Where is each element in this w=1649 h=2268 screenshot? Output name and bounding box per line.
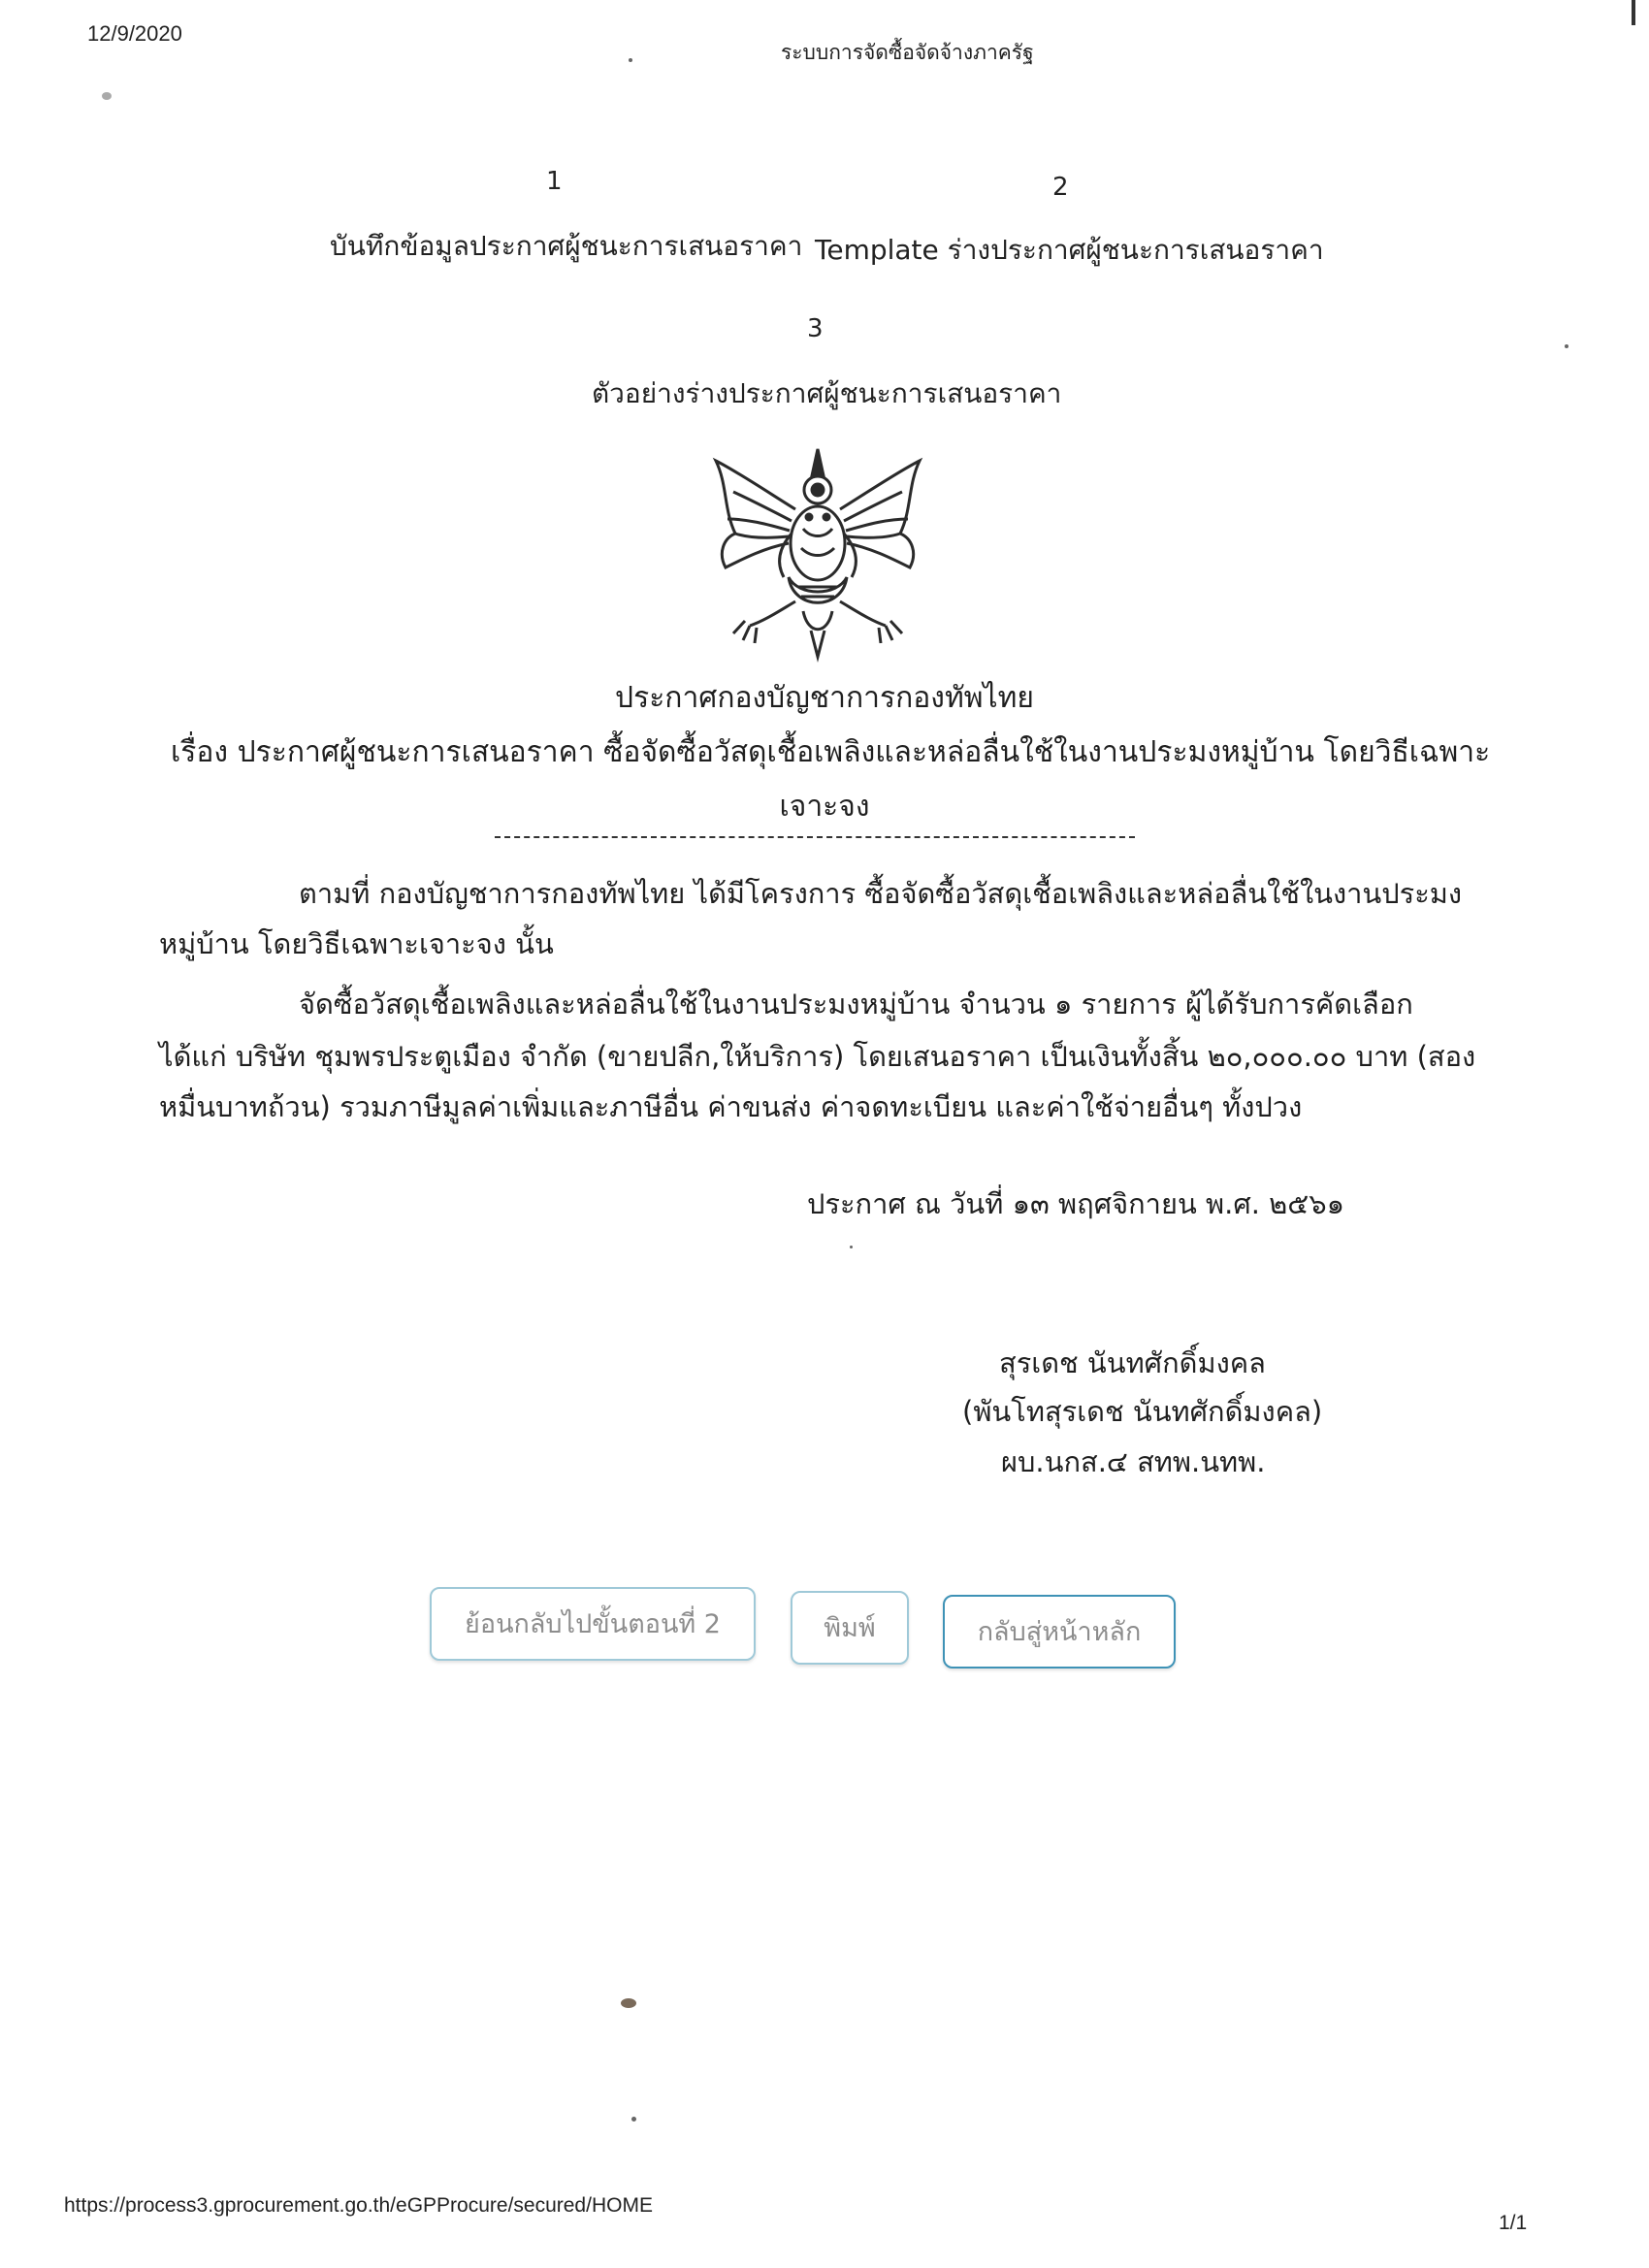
signature-position: ผบ.นกส.๔ สทพ.นทพ. — [1001, 1445, 1266, 1478]
print-button[interactable]: พิมพ์ — [791, 1591, 909, 1665]
print-page-count: 1/1 — [1499, 2212, 1528, 2234]
paragraph2-line3: หมื่นบาทถ้วน) รวมภาษีมูลค่าเพิ่มและภาษีอื่น ค่าขนส่ง ค่าจดทะเบียน และค่าใช้จ่ายอื่นๆ ทั้งปวง — [159, 1090, 1303, 1123]
announcement-date: ประกาศ ณ วันที่ ๑๓ พฤศจิกายน พ.ศ. ๒๕๖๑ — [807, 1187, 1345, 1220]
step-2-number: 2 — [1052, 173, 1069, 202]
scan-speck — [621, 1998, 636, 2008]
scan-speck — [1565, 344, 1568, 348]
signature-full-name: (พันโทสุรเดช นันทศักดิ์มงคล) — [962, 1395, 1323, 1428]
back-to-step2-button[interactable]: ย้อนกลับไปขั้นตอนที่ 2 — [430, 1587, 756, 1661]
paragraph2-line2: ได้แก่ บริษัท ชุมพรประตูเมือง จำกัด (ขายปลีก,ให้บริการ) โดยเสนอราคา เป็นเงินทั้งสิ้น ๒๐,๐๐๐.๐๐ บาท (สอง — [159, 1040, 1476, 1073]
scan-speck — [631, 2117, 636, 2122]
paragraph2-line1: จัดซื้อวัสดุเชื้อเพลิงและหล่อลื่นใช้ในงานประมงหมู่บ้าน จำนวน ๑ รายการ ผู้ได้รับการคัดเลือก — [299, 988, 1413, 1021]
print-site-title: ระบบการจัดซื้อจัดจ้างภาครัฐ — [781, 41, 1034, 64]
garuda-emblem-icon — [706, 441, 929, 664]
back-to-home-button[interactable]: กลับสู่หน้าหลัก — [943, 1595, 1176, 1669]
scan-speck — [850, 1246, 853, 1248]
scan-edge-mark — [1632, 0, 1635, 25]
scan-speck — [629, 58, 632, 62]
paragraph1-line2: หมู่บ้าน โดยวิธีเฉพาะเจาะจง นั้น — [159, 927, 554, 960]
step-3-label: ตัวอย่างร่างประกาศผู้ชนะการเสนอราคา — [592, 377, 1062, 409]
step-1-number: 1 — [546, 167, 563, 196]
announcement-issuer: ประกาศกองบัญชาการกองทัพไทย — [615, 681, 1034, 715]
step-2-label: Template ร่างประกาศผู้ชนะการเสนอราคา — [815, 234, 1324, 266]
announcement-subject-line2: เจาะจง — [779, 790, 870, 824]
announcement-subject-line1: เรื่อง ประกาศผู้ชนะการเสนอราคา ซื้อจัดซื้อวัสดุเชื้อเพลิงและหล่อลื่นใช้ในงานประมงหมู่บ้าน โดยวิธีเฉพาะ — [171, 735, 1491, 769]
step-1-label: บันทึกข้อมูลประกาศผู้ชนะการเสนอราคา — [330, 230, 803, 262]
separator-line — [495, 836, 1135, 838]
signature-name: สุรเดช นันทศักดิ์มงคล — [999, 1346, 1266, 1379]
print-date: 12/9/2020 — [87, 21, 182, 46]
paragraph1-line1: ตามที่ กองบัญชาการกองทัพไทย ได้มีโครงการ ซื้อจัดซื้อวัสดุเชื้อเพลิงและหล่อลื่นใช้ในงานประมง — [299, 877, 1463, 910]
scan-speck — [102, 92, 112, 100]
print-footer-url: https://process3.gprocurement.go.th/eGPProcure/secured/HOME — [64, 2194, 653, 2217]
step-3-number: 3 — [807, 314, 824, 343]
